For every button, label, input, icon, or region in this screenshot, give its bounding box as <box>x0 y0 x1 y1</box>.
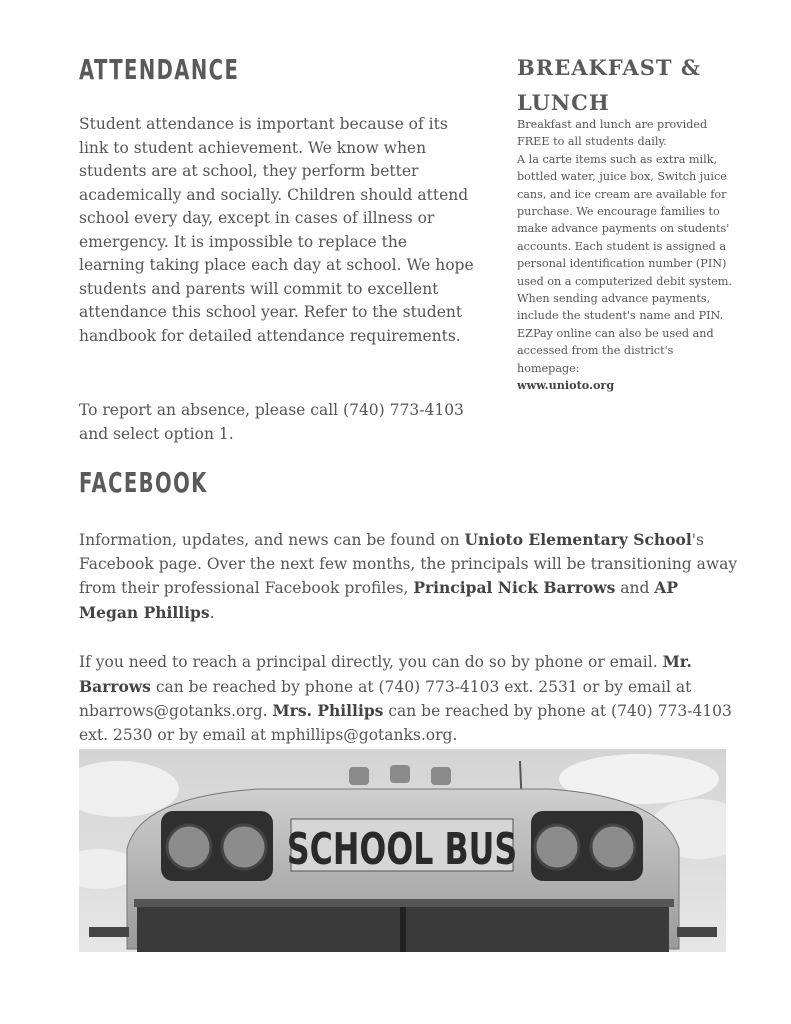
facebook-paragraph-1 <box>79 528 739 625</box>
breakfast-free-text: Breakfast and lunch are provided FREE to all students daily. <box>517 118 708 149</box>
mrs-phillips-name: Mrs. Phillips <box>272 701 384 720</box>
text: 's Facebook page. Over the next few months, the principals will be transitioning away from their professional Facebook profiles, <box>79 531 738 597</box>
text: can be reached by phone at (740) 773-4103 ext. 2531 or by email at nbarrows@gotanks.org. <box>79 677 692 720</box>
district-link[interactable]: www.unioto.org <box>517 378 615 393</box>
assistant-principal-name: AP Megan Phillips <box>79 578 678 622</box>
attendance-body: Student attendance is important because of its link to student achievement. We know when students are at school, they perform better academically and socially. Children should attend school every day, except in cases of illness or emergency. It is impossible to replace the learning taking place each day at school. We hope students and parents will commit to excellent attendance this school year. Refer to the student handbook for detailed attendance requirements. <box>79 115 474 345</box>
school-bus-photo <box>79 749 726 952</box>
breakfast-lunch-heading: BREAKFAST & LUNCH <box>517 55 701 115</box>
breakfast-lunch-body <box>517 116 733 395</box>
text: . <box>209 603 215 622</box>
bus-sign-text: SCHOOL BUS <box>286 823 518 876</box>
breakfast-ala-carte-text: A la carte items such as extra milk, bottled water, juice box, Switch juice cans, and ice cream are available for purchase. We encourage families to make advance payments on students' accounts. Each student is assigned a personal identification number (PIN) used on a computerized debit system. When sending advance payments, include the student's name and PIN. EZPay online can also be used and accessed from the district's homepage: <box>517 152 732 375</box>
mr-barrows-name: Mr. Barrows <box>79 652 692 696</box>
text: can be reached by phone at (740) 773-4103 ext. 2530 or by email at mphillips@gotanks.org. <box>79 702 732 744</box>
attendance-heading: ATTENDANCE <box>79 53 240 86</box>
text: and <box>615 579 655 597</box>
facebook-heading: FACEBOOK <box>79 466 208 499</box>
school-name: Unioto Elementary School <box>464 530 692 549</box>
principal-name: Principal Nick Barrows <box>413 578 616 597</box>
text: Information, updates, and news can be found on <box>79 531 465 549</box>
facebook-paragraph-2 <box>79 650 739 747</box>
school-bus-illustration <box>79 749 726 952</box>
attendance-report: To report an absence, please call (740) 773-4103 and select option 1. <box>79 401 464 443</box>
text: If you need to reach a principal directly, you can do so by phone or email. <box>79 653 663 671</box>
